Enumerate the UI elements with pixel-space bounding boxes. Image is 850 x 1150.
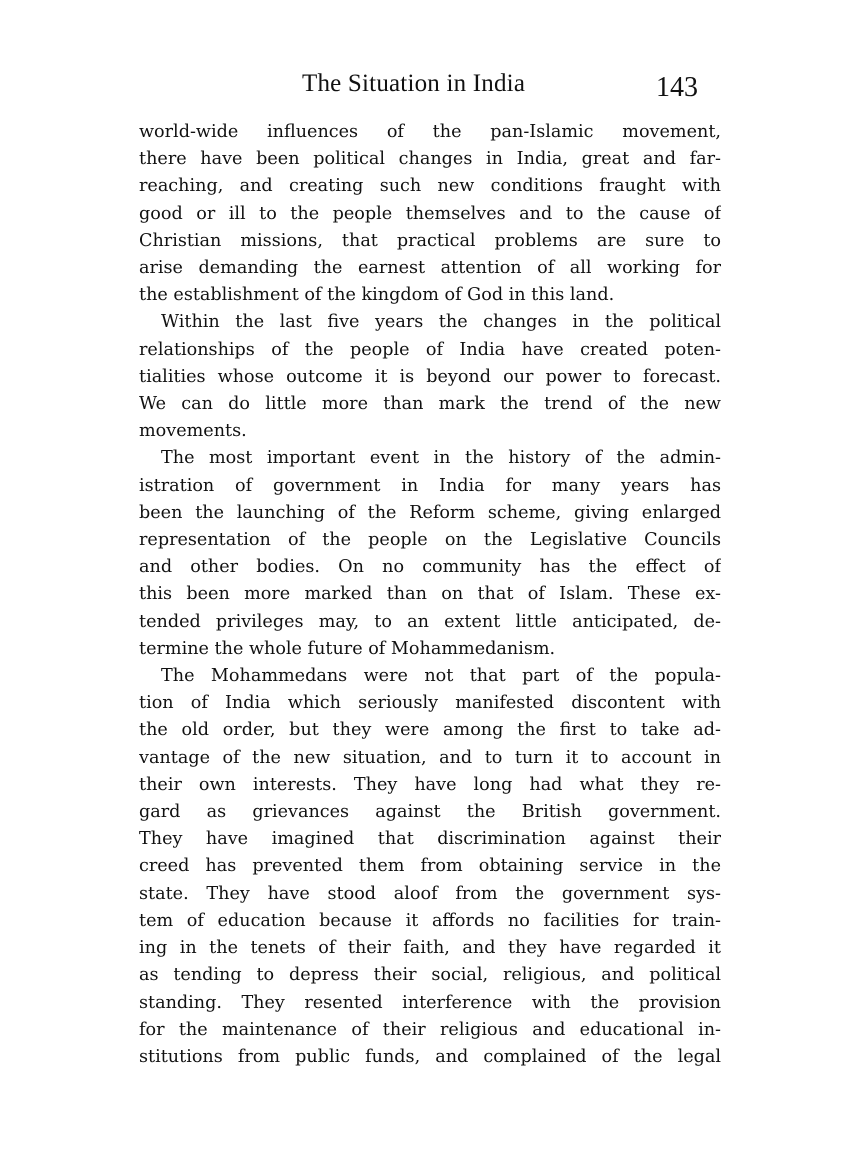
text-line: there have been political changes in India, great and far- <box>139 149 721 170</box>
text-line: the establishment of the kingdom of God in this land. <box>139 285 615 306</box>
text-line: Christian missions, that practical problems are sure to <box>139 230 721 251</box>
text-line: tended privileges may, to an extent little anticipated, de- <box>139 611 721 632</box>
text-line: creed has prevented them from obtaining service in the <box>139 856 721 877</box>
text-line: and other bodies. On no community has the effect of <box>139 557 721 578</box>
running-title: The Situation in India <box>302 70 526 97</box>
text-line: termine the whole future of Mohammedanism. <box>139 638 556 659</box>
text-line: tion of India which seriously manifested discontent with <box>139 693 721 714</box>
paragraph-2 <box>139 309 721 445</box>
text-line: Within the last five years the changes in the political <box>161 312 721 333</box>
paragraph-3 <box>139 445 721 663</box>
text-line: for the maintenance of their religious and educational in- <box>139 1019 721 1040</box>
text-line: ing in the tenets of their faith, and they have regarded it <box>139 938 721 959</box>
paragraph-1 <box>139 119 721 309</box>
body-text <box>139 119 721 1071</box>
text-line: the old order, but they were among the first to take ad- <box>139 720 721 741</box>
text-line: movements. <box>139 421 247 442</box>
text-line: reaching, and creating such new conditions fraught with <box>139 176 721 197</box>
text-line: The Mohammedans were not that part of the popula- <box>161 666 721 687</box>
text-line: this been more marked than on that of Islam. These ex- <box>139 584 721 605</box>
text-line: state. They have stood aloof from the government sys- <box>139 883 721 904</box>
text-line: relationships of the people of India have created poten- <box>139 339 721 360</box>
text-line: vantage of the new situation, and to turn it to account in <box>139 747 721 768</box>
text-line: as tending to depress their social, religious, and political <box>139 965 721 986</box>
text-line: world-wide influences of the pan-Islamic movement, <box>139 122 721 142</box>
text-line: We can do little more than mark the trend of the new <box>139 394 721 415</box>
text-line: representation of the people on the Legislative Councils <box>139 530 721 551</box>
page-number: 143 <box>656 72 698 103</box>
text-line: standing. They resented interference with the provision <box>139 992 721 1013</box>
text-line: stitutions from public funds, and complained of the legal <box>139 1046 721 1067</box>
text-line: tem of education because it affords no facilities for train- <box>139 910 721 931</box>
text-line: good or ill to the people themselves and to the cause of <box>139 203 721 224</box>
text-line: arise demanding the earnest attention of all working for <box>139 258 721 279</box>
text-line: their own interests. They have long had what they re- <box>139 774 721 795</box>
text-line: been the launching of the Reform scheme, giving enlarged <box>139 502 721 523</box>
text-line: istration of government in India for many years has <box>139 475 721 496</box>
text-line: gard as grievances against the British government. <box>139 802 721 823</box>
text-line: The most important event in the history of the admin- <box>161 448 721 469</box>
paragraph-4 <box>139 663 721 1071</box>
text-line: They have imagined that discrimination against their <box>139 829 721 850</box>
text-line: tialities whose outcome it is beyond our power to forecast. <box>139 366 721 387</box>
